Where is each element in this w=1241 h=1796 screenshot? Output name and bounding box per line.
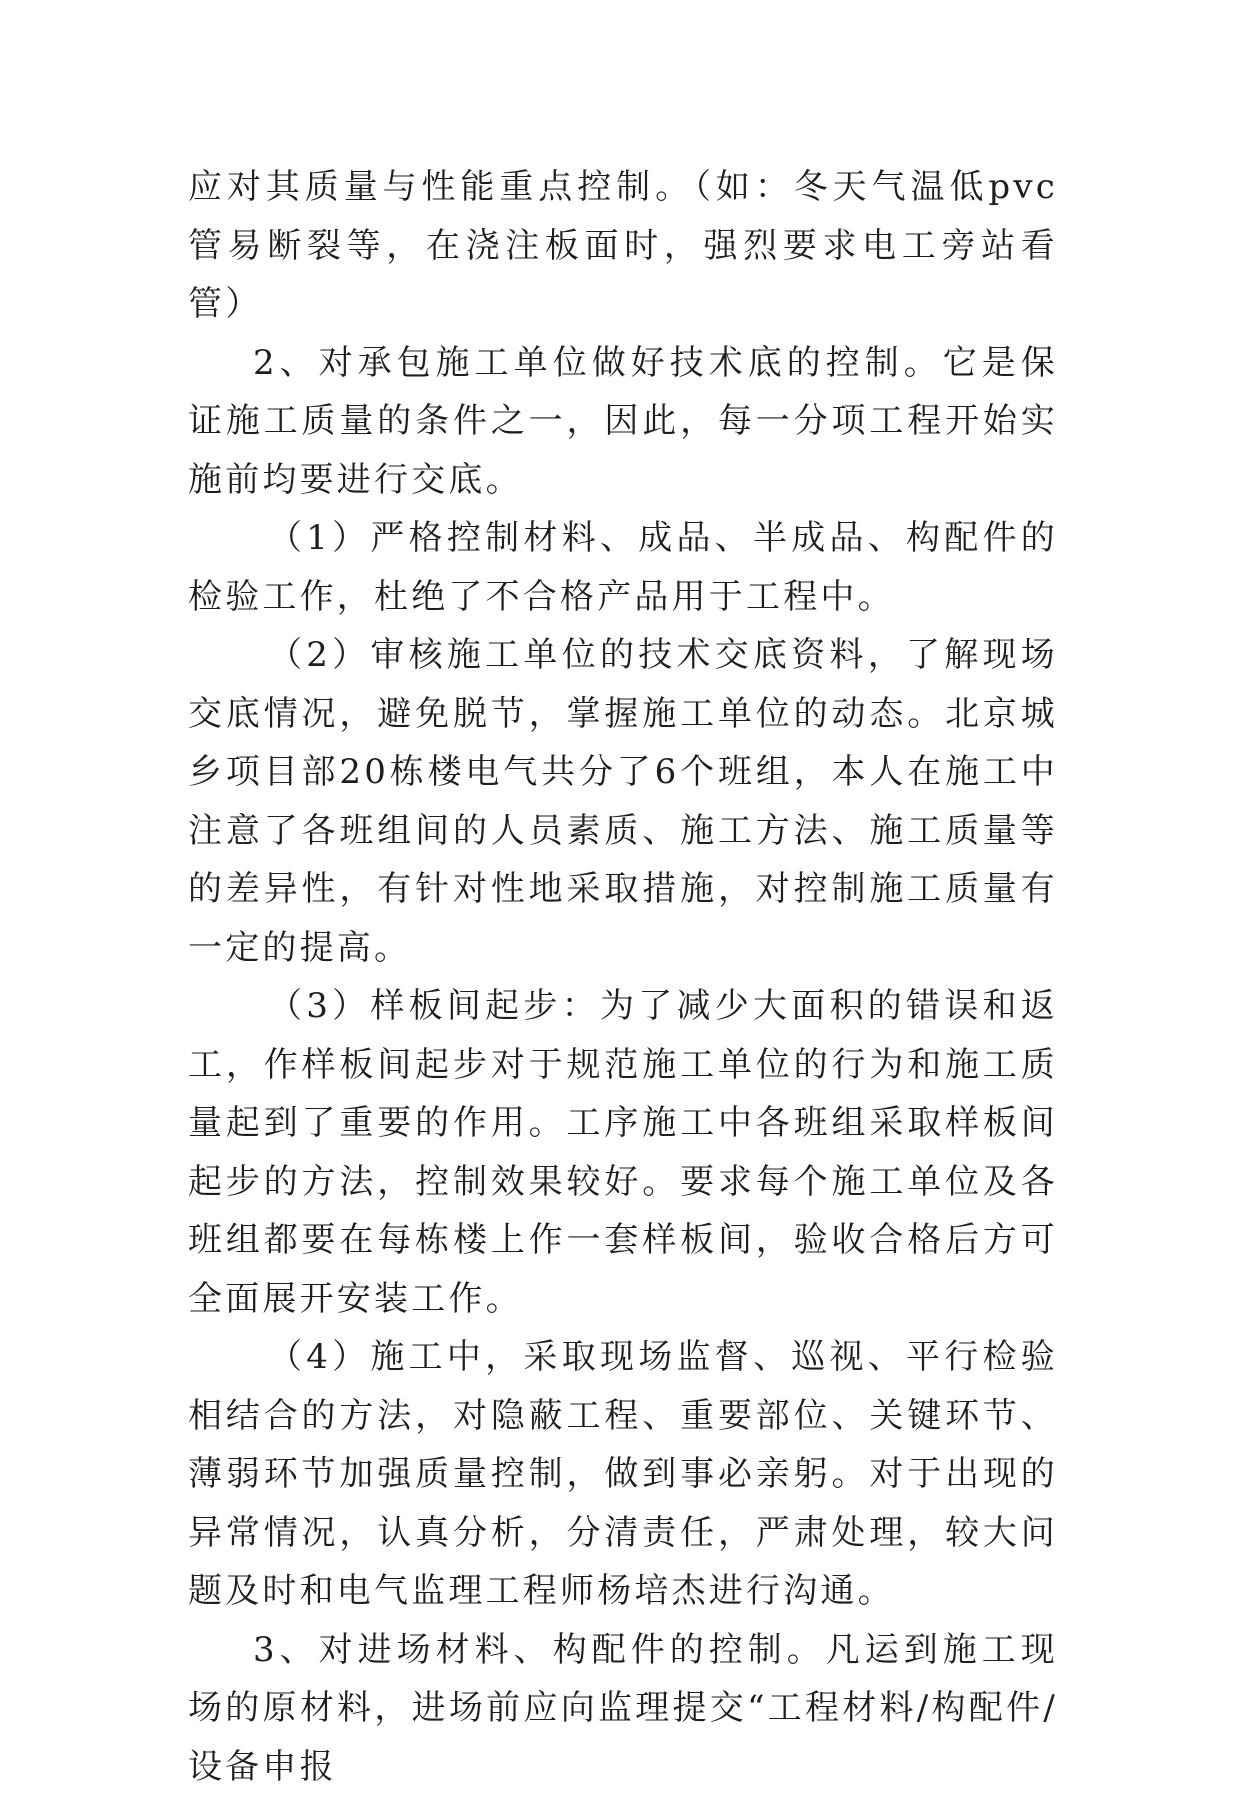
paragraph-technical-disclosure: 2、对承包施工单位做好技术底的控制。它是保证施工质量的条件之一，因此，每一分项工程开始实施前均要进行交底。 [188, 334, 1058, 510]
paragraph-item-3: （3）样板间起步：为了减少大面积的错误和返工，作样板间起步对于规范施工单位的行为和施工质量起到了重要的作用。工序施工中各班组采取样板间起步的方法，控制效果较好。要求每个施工单位及各班组都要在每栋楼上作一套样板间，验收合格后方可全面展开安装工作。 [188, 977, 1058, 1328]
paragraph-item-1: （1）严格控制材料、成品、半成品、构配件的检验工作，杜绝了不合格产品用于工程中。 [188, 509, 1058, 626]
paragraph-quality-control-continuation: 应对其质量与性能重点控制。（如：冬天气温低pvc管易断裂等，在浇注板面时，强烈要求电工旁站看管） [188, 158, 1058, 334]
paragraph-item-2: （2）审核施工单位的技术交底资料，了解现场交底情况，避免脱节，掌握施工单位的动态。北京城乡项目部20栋楼电气共分了6个班组，本人在施工中注意了各班组间的人员素质、施工方法、施工质量等的差异性，有针对性地采取措施，对控制施工质量有一定的提高。 [188, 626, 1058, 977]
document-body [188, 158, 1058, 1796]
paragraph-materials-control: 3、对进场材料、构配件的控制。凡运到施工现场的原材料，进场前应向监理提交“工程材料/构配件/设备申报 [188, 1621, 1058, 1796]
paragraph-item-4: （4）施工中，采取现场监督、巡视、平行检验相结合的方法，对隐蔽工程、重要部位、关键环节、薄弱环节加强质量控制，做到事必亲躬。对于出现的异常情况，认真分析，分清责任，严肃处理，较大问题及时和电气监理工程师杨培杰进行沟通。 [188, 1328, 1058, 1621]
